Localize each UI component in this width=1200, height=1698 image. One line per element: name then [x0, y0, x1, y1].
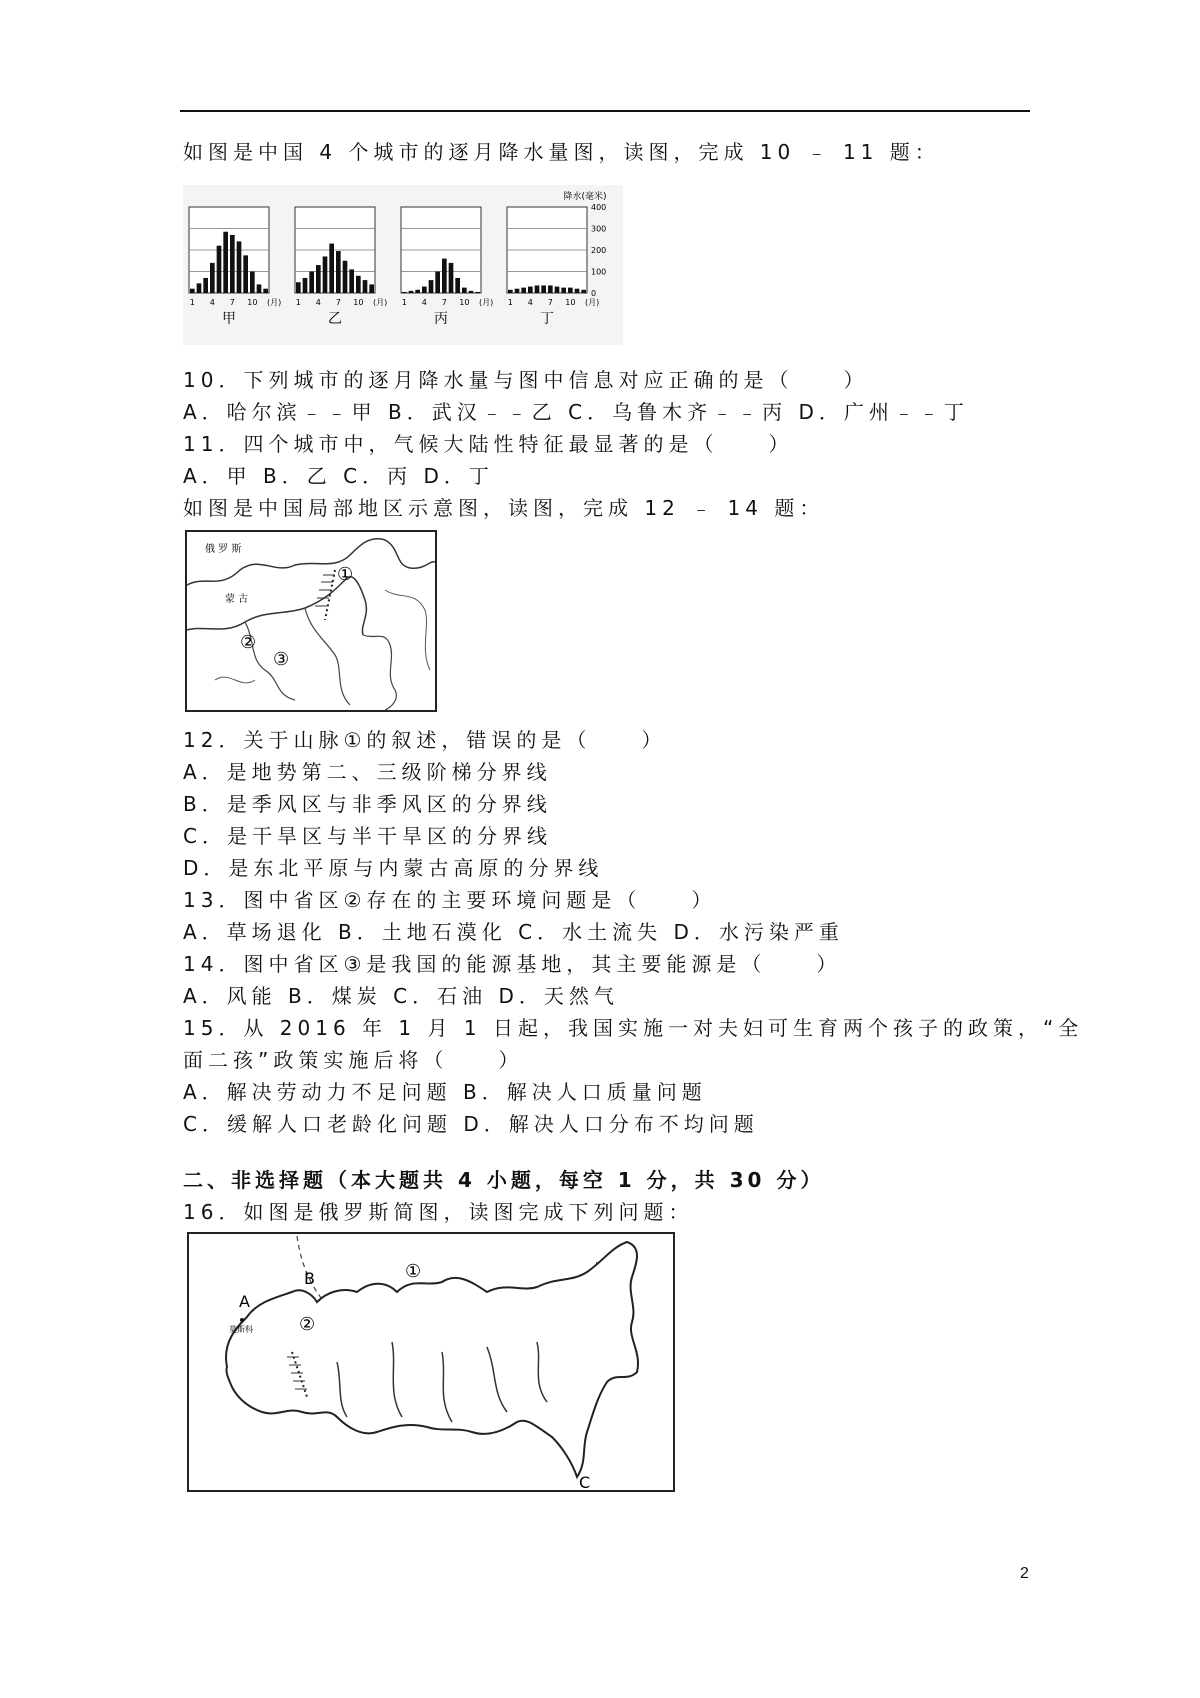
- precip-bar: [415, 290, 420, 293]
- precip-bar: [356, 276, 361, 293]
- precip-bar: [422, 287, 427, 293]
- china-map-russia-label: 俄 罗 斯: [205, 544, 242, 555]
- precip-x-tick: 1: [189, 298, 195, 307]
- precip-bar: [409, 291, 414, 293]
- precip-panel-name: 甲: [222, 311, 236, 327]
- precip-bar: [263, 289, 268, 293]
- russia-map: [187, 1232, 675, 1492]
- question-15-options-ab: A．解决劳动力不足问题 B．解决人口质量问题: [183, 1080, 707, 1104]
- precip-bar: [257, 284, 262, 293]
- china-map-mark-2: ②: [240, 632, 257, 653]
- precip-bar: [190, 289, 195, 293]
- precip-bar: [303, 278, 308, 293]
- question-15-line-2: 面二孩”政策实施后将（ ）: [183, 1048, 524, 1072]
- precip-bar: [329, 244, 334, 293]
- precip-panel-name: 乙: [328, 311, 342, 327]
- russia-map-mark-2: ②: [299, 1314, 316, 1335]
- precip-bar: [243, 255, 248, 293]
- precip-bar: [217, 246, 222, 293]
- precip-bar: [548, 285, 553, 293]
- precip-bar: [515, 289, 520, 293]
- russia-map-label-b: B: [304, 1269, 315, 1288]
- precip-x-tick: 10: [353, 298, 364, 307]
- precip-bar: [402, 292, 407, 293]
- precip-x-tick: 10: [247, 298, 258, 307]
- precip-bar: [223, 232, 228, 293]
- precip-bar: [250, 272, 255, 294]
- question-14: 14．图中省区③是我国的能源基地，其主要能源是（ ）: [183, 952, 842, 976]
- precip-bar: [575, 289, 580, 293]
- precipitation-chart: [183, 185, 623, 345]
- question-11: 11．四个城市中，气候大陆性特征最显著的是（ ）: [183, 432, 794, 456]
- question-12-option-c: C．是干旱区与半干旱区的分界线: [183, 824, 552, 848]
- precip-x-tick: 1: [295, 298, 301, 307]
- page-number: 2: [1020, 1565, 1029, 1582]
- precip-bar: [429, 280, 434, 293]
- intro-12-14: 如图是中国局部地区示意图，读图，完成 12 ﹣ 14 题：: [183, 496, 825, 520]
- precip-bar: [435, 272, 440, 294]
- precip-bar: [336, 251, 341, 293]
- section-2-title: 二、非选择题（本大题共 4 小题，每空 1 分，共 30 分）: [183, 1168, 825, 1192]
- precip-bar: [296, 282, 301, 293]
- precip-bar: [528, 287, 533, 293]
- precip-bar: [203, 278, 208, 293]
- intro-10-11: 如图是中国 4 个城市的逐月降水量图，读图，完成 10 ﹣ 11 题：: [183, 140, 940, 164]
- precip-x-tick: 1: [507, 298, 513, 307]
- question-13-options: A．草场退化 B．土地石漠化 C．水土流失 D．水污染严重: [183, 920, 844, 944]
- precip-x-tick: 7: [335, 298, 341, 307]
- question-13: 13．图中省区②存在的主要环境问题是（ ）: [183, 888, 717, 912]
- precip-bar: [581, 290, 586, 293]
- precip-bar: [535, 285, 540, 293]
- precip-bar: [237, 241, 242, 293]
- russia-map-mark-1: ①: [405, 1261, 422, 1282]
- precip-bar: [541, 285, 546, 293]
- question-14-options: A．风能 B．煤炭 C．石油 D．天然气: [183, 984, 619, 1008]
- precip-y-title: 降水(毫米): [563, 192, 607, 202]
- precip-panel-name: 丙: [434, 311, 448, 327]
- moscow-dot: [240, 1318, 244, 1322]
- precip-bar: [555, 287, 560, 293]
- precip-x-tick: 7: [229, 298, 235, 307]
- china-map-mark-1: ①: [337, 564, 354, 585]
- precip-x-tick: 7: [441, 298, 447, 307]
- question-15-line-1: 15．从 2016 年 1 月 1 日起，我国实施一对夫妇可生育两个孩子的政策，“全: [183, 1016, 1084, 1040]
- precip-x-tick: 1: [401, 298, 407, 307]
- precip-y-tick: 200: [591, 246, 607, 255]
- question-12-option-a: A．是地势第二、三级阶梯分界线: [183, 760, 552, 784]
- precip-y-tick: 300: [591, 224, 607, 234]
- precip-bar: [316, 265, 321, 293]
- precip-x-tick: 10: [459, 298, 470, 307]
- russia-map-moscow-label: 莫斯科: [229, 1325, 253, 1334]
- precip-bar: [561, 288, 566, 293]
- precip-bar: [197, 283, 202, 293]
- precip-bar: [349, 269, 354, 293]
- china-region-map: [185, 530, 437, 712]
- question-16: 16．如图是俄罗斯简图，读图完成下列问题：: [183, 1200, 694, 1224]
- precip-bar: [323, 256, 328, 293]
- precip-x-tick: 7: [547, 298, 553, 307]
- russia-map-label-c: C: [579, 1473, 591, 1492]
- precip-x-tick: 10: [565, 298, 576, 307]
- precip-bar: [230, 235, 235, 293]
- russia-map-label-a: A: [239, 1292, 250, 1311]
- precip-bar: [475, 292, 480, 293]
- precip-x-tick: 4: [209, 298, 215, 307]
- precip-bar: [442, 259, 447, 293]
- precip-x-tick: 4: [421, 298, 427, 307]
- question-12: 12．关于山脉①的叙述，错误的是（ ）: [183, 728, 667, 752]
- header-rule: [180, 110, 1030, 112]
- precip-bar: [363, 280, 368, 293]
- precip-bar: [309, 272, 314, 294]
- question-15-options-cd: C．缓解人口老龄化问题 D．解决人口分布不均问题: [183, 1112, 759, 1136]
- china-map-mongolia-label: 蒙 古: [225, 594, 249, 605]
- precip-bar: [343, 261, 348, 293]
- precip-bar: [455, 278, 460, 293]
- precip-bar: [462, 288, 467, 293]
- precip-x-unit: (月): [479, 298, 494, 307]
- precip-y-tick: 100: [591, 267, 607, 277]
- precip-bar: [449, 263, 454, 293]
- precip-bar: [469, 291, 474, 293]
- precip-panel-name: 丁: [540, 311, 554, 327]
- question-10-options: A．哈尔滨﹣﹣甲 B．武汉﹣﹣乙 C．乌鲁木齐﹣﹣丙 D．广州﹣﹣丁: [183, 400, 969, 424]
- question-10: 10．下列城市的逐月降水量与图中信息对应正确的是（ ）: [183, 368, 869, 392]
- precip-bar: [369, 284, 374, 293]
- precip-bar: [508, 290, 513, 293]
- question-12-option-b: B．是季风区与非季风区的分界线: [183, 792, 552, 816]
- precip-x-unit: (月): [373, 298, 388, 307]
- precip-x-unit: (月): [267, 298, 282, 307]
- question-12-option-d: D．是东北平原与内蒙古高原的分界线: [183, 856, 604, 880]
- precip-bar: [568, 288, 573, 293]
- precip-bar: [521, 288, 526, 293]
- precip-x-tick: 4: [527, 298, 533, 307]
- precip-bar: [210, 263, 215, 293]
- question-11-options: A．甲 B．乙 C．丙 D．丁: [183, 464, 494, 488]
- precip-x-unit: (月): [585, 298, 600, 307]
- precip-x-tick: 4: [315, 298, 321, 307]
- china-map-mark-3: ③: [273, 649, 290, 670]
- precip-y-tick: 0: [591, 289, 597, 298]
- precip-y-tick: 400: [591, 203, 607, 212]
